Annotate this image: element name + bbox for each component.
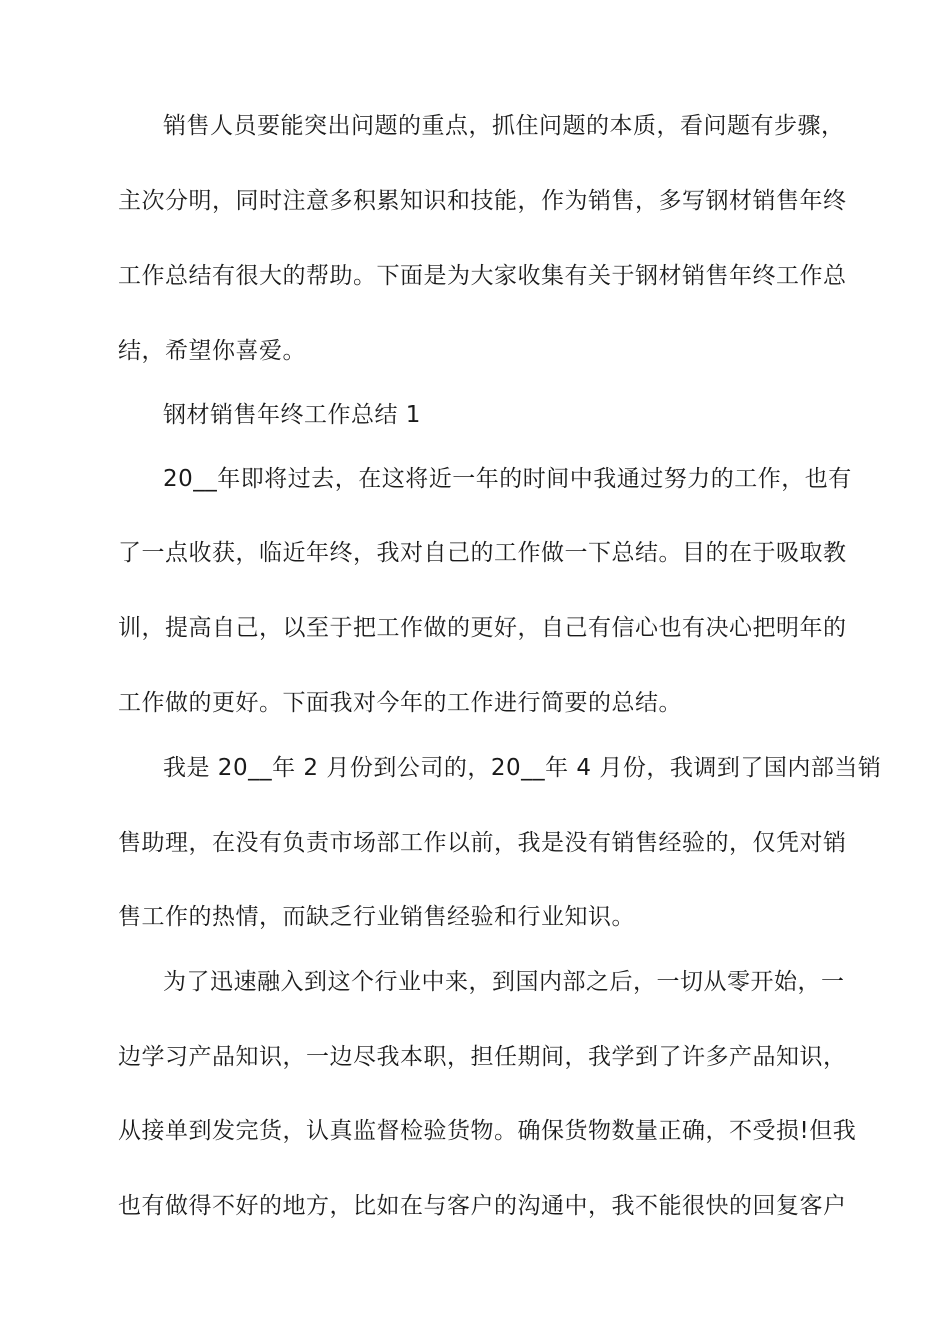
para2-line-2: 售助理，在没有负责市场部工作以前，我是没有销售经验的，仅凭对销 xyxy=(118,830,847,856)
para2-line-3: 售工作的热情，而缺乏行业销售经验和行业知识。 xyxy=(118,904,635,930)
para1-line-3: 训，提高自己，以至于把工作做的更好，自己有信心也有决心把明年的 xyxy=(118,615,847,641)
para3-line-3: 从接单到发完货，认真监督检验货物。确保货物数量正确，不受损!但我 xyxy=(118,1118,857,1144)
para3-line-1: 为了迅速融入到这个行业中来，到国内部之后，一切从零开始，一 xyxy=(163,969,845,995)
para1-line-4: 工作做的更好。下面我对今年的工作进行简要的总结。 xyxy=(118,690,682,716)
para1-line-1: 20__年即将过去，在这将近一年的时间中我通过努力的工作，也有 xyxy=(163,466,852,492)
section-heading: 钢材销售年终工作总结 1 xyxy=(163,402,421,428)
para3-line-2: 边学习产品知识，一边尽我本职，担任期间，我学到了许多产品知识， xyxy=(118,1044,847,1070)
intro-line-4: 结，希望你喜爱。 xyxy=(118,338,306,364)
para2-line-1: 我是 20__年 2 月份到公司的，20__年 4 月份，我调到了国内部当销 xyxy=(163,755,882,781)
para1-line-2: 了一点收获，临近年终，我对自己的工作做一下总结。目的在于吸取教 xyxy=(118,540,847,566)
intro-line-2: 主次分明，同时注意多积累知识和技能，作为销售，多写钢材销售年终 xyxy=(118,188,847,214)
intro-line-3: 工作总结有很大的帮助。下面是为大家收集有关于钢材销售年终工作总 xyxy=(118,263,847,289)
intro-line-1: 销售人员要能突出问题的重点，抓住问题的本质，看问题有步骤， xyxy=(163,113,845,139)
para3-line-4: 也有做得不好的地方，比如在与客户的沟通中，我不能很快的回复客户 xyxy=(118,1193,847,1219)
